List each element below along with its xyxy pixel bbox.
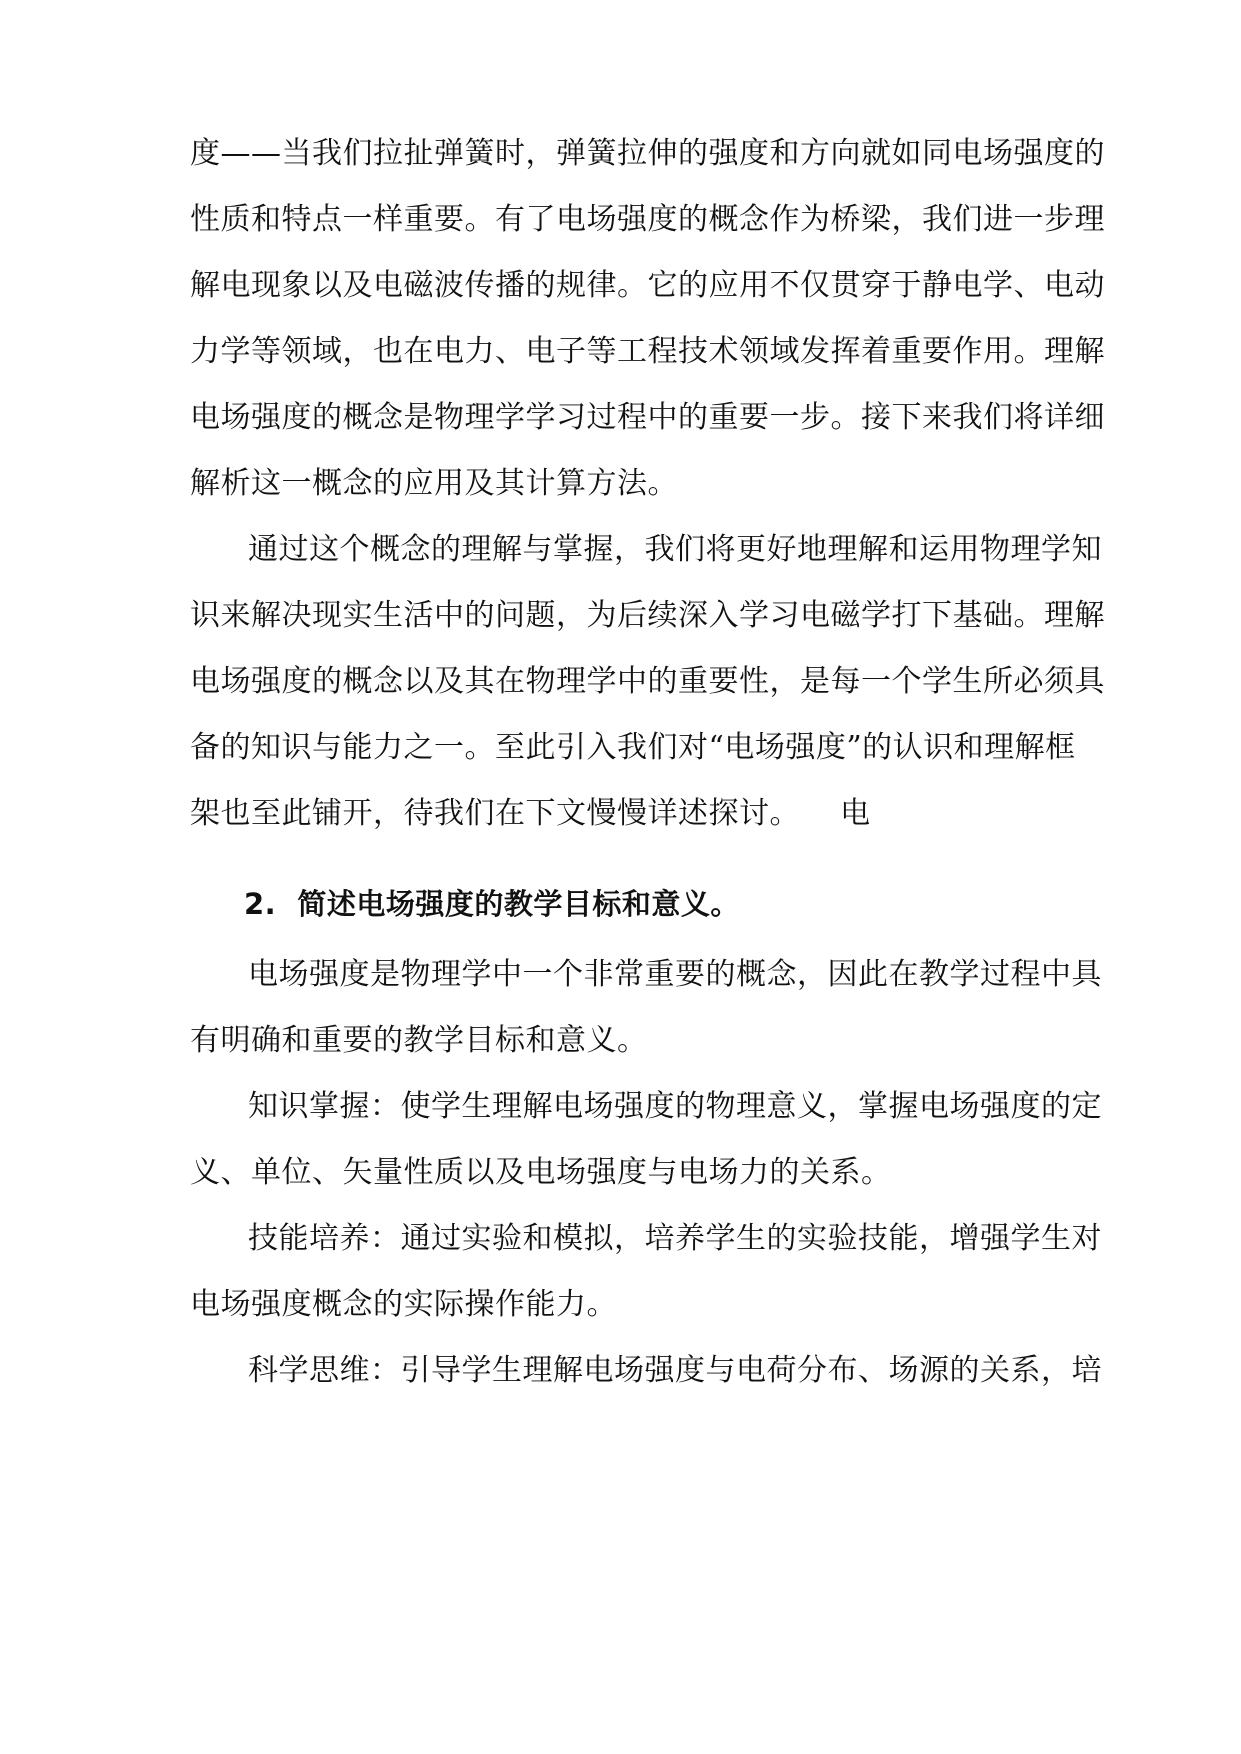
section-heading: 2. 简述电场强度的教学目标和意义。 xyxy=(244,887,740,921)
text-line: 义、单位、矢量性质以及电场强度与电场力的关系。 xyxy=(190,1155,892,1190)
text-line: 有明确和重要的教学目标和意义。 xyxy=(190,1023,648,1058)
text-line: 解电现象以及电磁波传播的规律。它的应用不仅贯穿于静电学、电动 xyxy=(190,268,1105,303)
text-line: 电场强度是物理学中一个非常重要的概念，因此在教学过程中具 xyxy=(248,957,1102,992)
text-line: 性质和特点一样重要。有了电场强度的概念作为桥梁，我们进一步理 xyxy=(190,202,1105,237)
text-line: 架也至此铺开，待我们在下文慢慢详述探讨。 电 xyxy=(190,796,871,831)
text-line: 技能培养：通过实验和模拟，培养学生的实验技能，增强学生对 xyxy=(248,1221,1102,1256)
text-line: 通过这个概念的理解与掌握，我们将更好地理解和运用物理学知 xyxy=(248,532,1102,567)
text-line: 力学等领域，也在电力、电子等工程技术领域发挥着重要作用。理解 xyxy=(190,334,1105,369)
text-line: 电场强度的概念以及其在物理学中的重要性，是每一个学生所必须具 xyxy=(190,664,1105,699)
text-line: 电场强度概念的实际操作能力。 xyxy=(190,1287,617,1322)
text-line: 知识掌握：使学生理解电场强度的物理意义，掌握电场强度的定 xyxy=(248,1089,1102,1124)
text-line: 度——当我们拉扯弹簧时，弹簧拉伸的强度和方向就如同电场强度的 xyxy=(190,136,1105,171)
text-line: 备的知识与能力之一。至此引入我们对“电场强度”的认识和理解框 xyxy=(190,730,1076,765)
text-line: 电场强度的概念是物理学学习过程中的重要一步。接下来我们将详细 xyxy=(190,400,1105,435)
text-line: 科学思维：引导学生理解电场强度与电荷分布、场源的关系，培 xyxy=(248,1353,1102,1388)
text-line: 解析这一概念的应用及其计算方法。 xyxy=(190,466,678,501)
text-line: 识来解决现实生活中的问题，为后续深入学习电磁学打下基础。理解 xyxy=(190,598,1105,633)
